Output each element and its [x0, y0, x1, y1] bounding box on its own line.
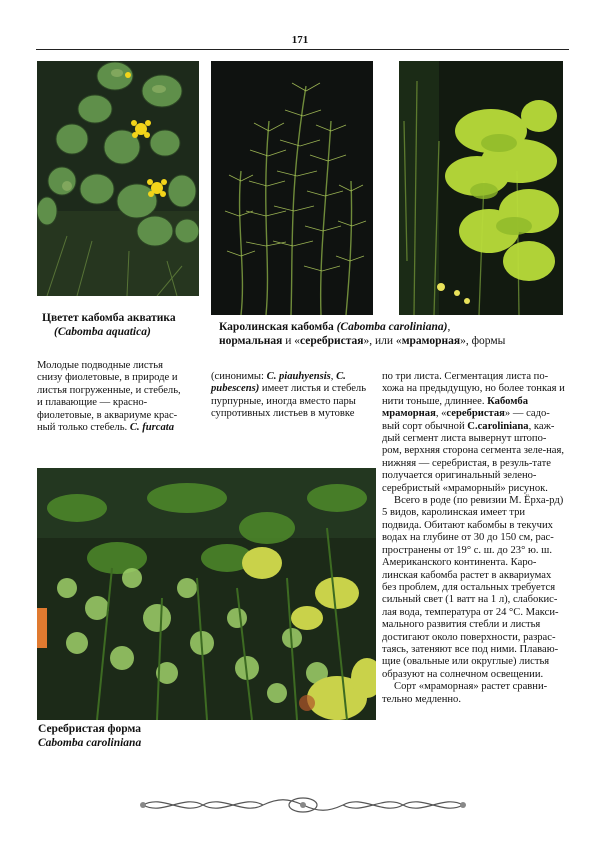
col2-comma: ,	[330, 371, 337, 382]
col3-p1-d: , каж-дый сегмент листа вывернут штопо-ром, верхняя сторона сегмента зеле-ная, нижняя — серебристая, в резуль-тате получается оригинальный зелено-серебристый «мраморный» рисунок.	[382, 420, 565, 494]
caption-silver-title: Серебристая форма	[38, 723, 141, 735]
caption-caroliniana-title: Каролинская кабомба	[219, 321, 334, 333]
col1-last: ный только стебель.	[37, 422, 128, 434]
caption-caroliniana-marble: мраморная	[401, 335, 461, 347]
caption-caroliniana-normal: нормальная	[219, 335, 283, 347]
text-column-2	[211, 371, 373, 421]
photo-cabomba-caroliniana	[211, 61, 373, 315]
text-column-3	[382, 371, 565, 706]
col1-line	[37, 422, 197, 434]
caption-silver-latin: Cabomba caroliniana	[38, 737, 142, 749]
caption-caroliniana-latin: (Cabomba caroliniana)	[336, 321, 448, 333]
caption-caroliniana-forms: », формы	[460, 335, 506, 347]
col1-line: листья погруженные, и стебель,	[37, 384, 181, 396]
caption-caroliniana-and: и «	[285, 335, 300, 347]
col3-p1-a: по три листа. Сегментация листа по-хожа на предыдущую, но более тонкая и нити тоньше, длиннее.	[382, 371, 565, 407]
col1-latin: C. furcata	[129, 422, 174, 434]
col1-line: снизу фиолетовые, в природе и	[37, 372, 178, 384]
col3-paragraph-3: Сорт «мраморная» растет сравни-тельно медленно.	[382, 681, 548, 705]
col2-syn1: C. piauhyensis	[266, 371, 331, 382]
col2-open: (синонимы:	[211, 371, 267, 382]
col2-rest: имеет листья и стебель пурпурные, иногда вместо пары супротивных листьев в мутовке	[211, 383, 367, 420]
caption-caroliniana-or: », или «	[363, 335, 402, 347]
photo-cabomba-aquatica	[37, 61, 199, 296]
col3-paragraph-2: Всего в роде (по ревизии М. Ёрха-рд) 5 видов, каролинская имеет три подвида. Обитают кабомбы в текучих водах на глубине от 30 до 150 см, рас-пространены от 19° с. ш. до 23° ю. ш. Американского континента. Каро-линская кабомба растет в аквариумах без проблем, для остальных требуется сильный свет (1 ватт на 1 л), слабокис-лая вода, температура от 24 °С. Макси-мального развития стебли и листья достигают около поверхности, разрас-таясь, затеняют все под ними. Плаваю-щие (овальные или округлые) листья образуют на солнечном освещении.	[382, 495, 564, 680]
col3-p1-bold1: Кабомба мраморная	[382, 395, 529, 420]
page-number: 171	[291, 34, 309, 46]
col1-line: фиолетовые, в аквариуме крас-	[37, 409, 178, 421]
photo-cabomba-forms	[399, 61, 563, 315]
header-rule	[36, 49, 569, 50]
col1-line: и плавающие — красно-	[37, 397, 148, 409]
col3-p1-bold3: C.caroliniana	[467, 420, 529, 432]
col2-syn2: C. pubescens)	[211, 371, 346, 395]
caption-silver	[38, 722, 238, 750]
col3-p1-c: » — садо-вый сорт обычной	[382, 408, 550, 432]
caption-caroliniana: Каролинская кабомба (Cabomba caroliniana), нормальная и «серебристая», или «мраморная», формы	[219, 321, 506, 347]
ornament-divider-icon	[138, 792, 468, 818]
caption-aquatica-latin: (Cabomba aquatica)	[54, 326, 151, 338]
caption-caroliniana-silver: серебристая	[300, 335, 364, 347]
col1-line: Молодые подводные листья	[37, 360, 163, 371]
col3-paragraph-1	[382, 371, 565, 495]
col3-p1-bold2: серебристая	[446, 408, 505, 420]
text-column-1	[37, 360, 197, 434]
photo-silver-form	[37, 468, 376, 720]
caption-aquatica	[42, 311, 212, 339]
caption-aquatica-title: Цветет кабомба акватика	[42, 312, 176, 324]
col3-p1-b: , «	[435, 408, 447, 420]
